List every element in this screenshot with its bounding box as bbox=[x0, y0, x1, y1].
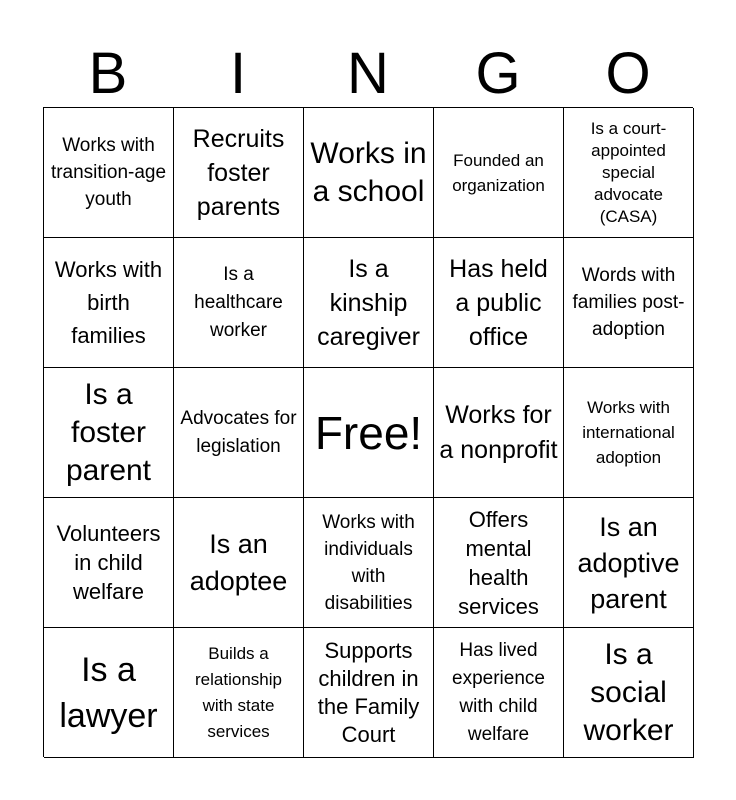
bingo-cell[interactable] bbox=[304, 498, 434, 628]
bingo-cell-text: Volunteers in child welfare bbox=[56, 521, 161, 604]
header-letter-b: B bbox=[88, 41, 128, 106]
bingo-cell-text: Words with families post-adoption bbox=[572, 265, 685, 340]
bingo-cell-text: Works with individuals with disabilities bbox=[322, 511, 415, 614]
bingo-cell[interactable] bbox=[174, 238, 304, 368]
bingo-card-grid bbox=[43, 107, 693, 757]
bingo-cell[interactable] bbox=[434, 628, 564, 758]
bingo-header bbox=[43, 40, 693, 108]
bingo-cell-text: Founded an organization bbox=[452, 150, 545, 195]
bingo-cell-text: Is a court-appointed special advocate (CASA) bbox=[590, 118, 667, 226]
header-letter-i: I bbox=[229, 41, 247, 106]
bingo-cell[interactable] bbox=[564, 238, 694, 368]
bingo-cell[interactable] bbox=[304, 238, 434, 368]
bingo-cell[interactable] bbox=[44, 628, 174, 758]
bingo-cell-text: Is a healthcare worker bbox=[194, 263, 283, 341]
bingo-cell[interactable] bbox=[44, 498, 174, 628]
bingo-cell[interactable] bbox=[564, 628, 694, 758]
bingo-cell[interactable] bbox=[174, 498, 304, 628]
bingo-cell[interactable] bbox=[174, 368, 304, 498]
bingo-cell[interactable] bbox=[174, 108, 304, 238]
bingo-cell-text: Works with international adoption bbox=[582, 398, 675, 467]
bingo-cell-text: Recruits foster parents bbox=[192, 124, 285, 221]
bingo-cell[interactable] bbox=[44, 108, 174, 238]
bingo-cell-text: Is an adoptee bbox=[189, 528, 288, 596]
bingo-cell-text: Has lived experience with child welfare bbox=[452, 639, 545, 745]
bingo-cell[interactable] bbox=[564, 368, 694, 498]
bingo-cell-text: Works for a nonprofit bbox=[439, 400, 558, 464]
bingo-cell[interactable] bbox=[564, 498, 694, 628]
bingo-cell-text: Is a social worker bbox=[583, 637, 674, 747]
bingo-cell[interactable] bbox=[564, 108, 694, 238]
bingo-cell[interactable] bbox=[44, 238, 174, 368]
header-letter-n: N bbox=[347, 41, 389, 106]
bingo-cell[interactable] bbox=[304, 108, 434, 238]
bingo-cell-text: Is a foster parent bbox=[65, 377, 152, 487]
bingo-cell[interactable] bbox=[304, 628, 434, 758]
bingo-cell-text: Works with transition-age youth bbox=[50, 135, 167, 210]
bingo-cell-text: Is a kinship caregiver bbox=[317, 254, 420, 351]
bingo-cell-text: Works with birth families bbox=[54, 257, 163, 348]
bingo-cell-text: Advocates for legislation bbox=[180, 407, 297, 457]
bingo-cell[interactable] bbox=[44, 368, 174, 498]
bingo-cell-text: Builds a relationship with state services bbox=[195, 643, 282, 741]
bingo-cell-text: Has held a public office bbox=[449, 254, 548, 351]
bingo-cell[interactable] bbox=[434, 368, 564, 498]
bingo-cell-text: Is an adoptive parent bbox=[577, 511, 680, 614]
bingo-cell[interactable] bbox=[434, 108, 564, 238]
bingo-cell[interactable] bbox=[434, 238, 564, 368]
free-space-cell[interactable] bbox=[304, 368, 434, 498]
bingo-cell[interactable] bbox=[434, 498, 564, 628]
bingo-cell-text: Works in a school bbox=[310, 136, 427, 208]
bingo-cell-text: Supports children in the Family Court bbox=[317, 637, 420, 747]
bingo-cell-text: Is a lawyer bbox=[59, 650, 158, 735]
header-letter-g: G bbox=[475, 41, 521, 106]
bingo-cell-text: Offers mental health services bbox=[458, 506, 539, 619]
bingo-cell[interactable] bbox=[174, 628, 304, 758]
header-letter-o: O bbox=[605, 41, 651, 106]
free-space-text: Free! bbox=[314, 406, 423, 459]
